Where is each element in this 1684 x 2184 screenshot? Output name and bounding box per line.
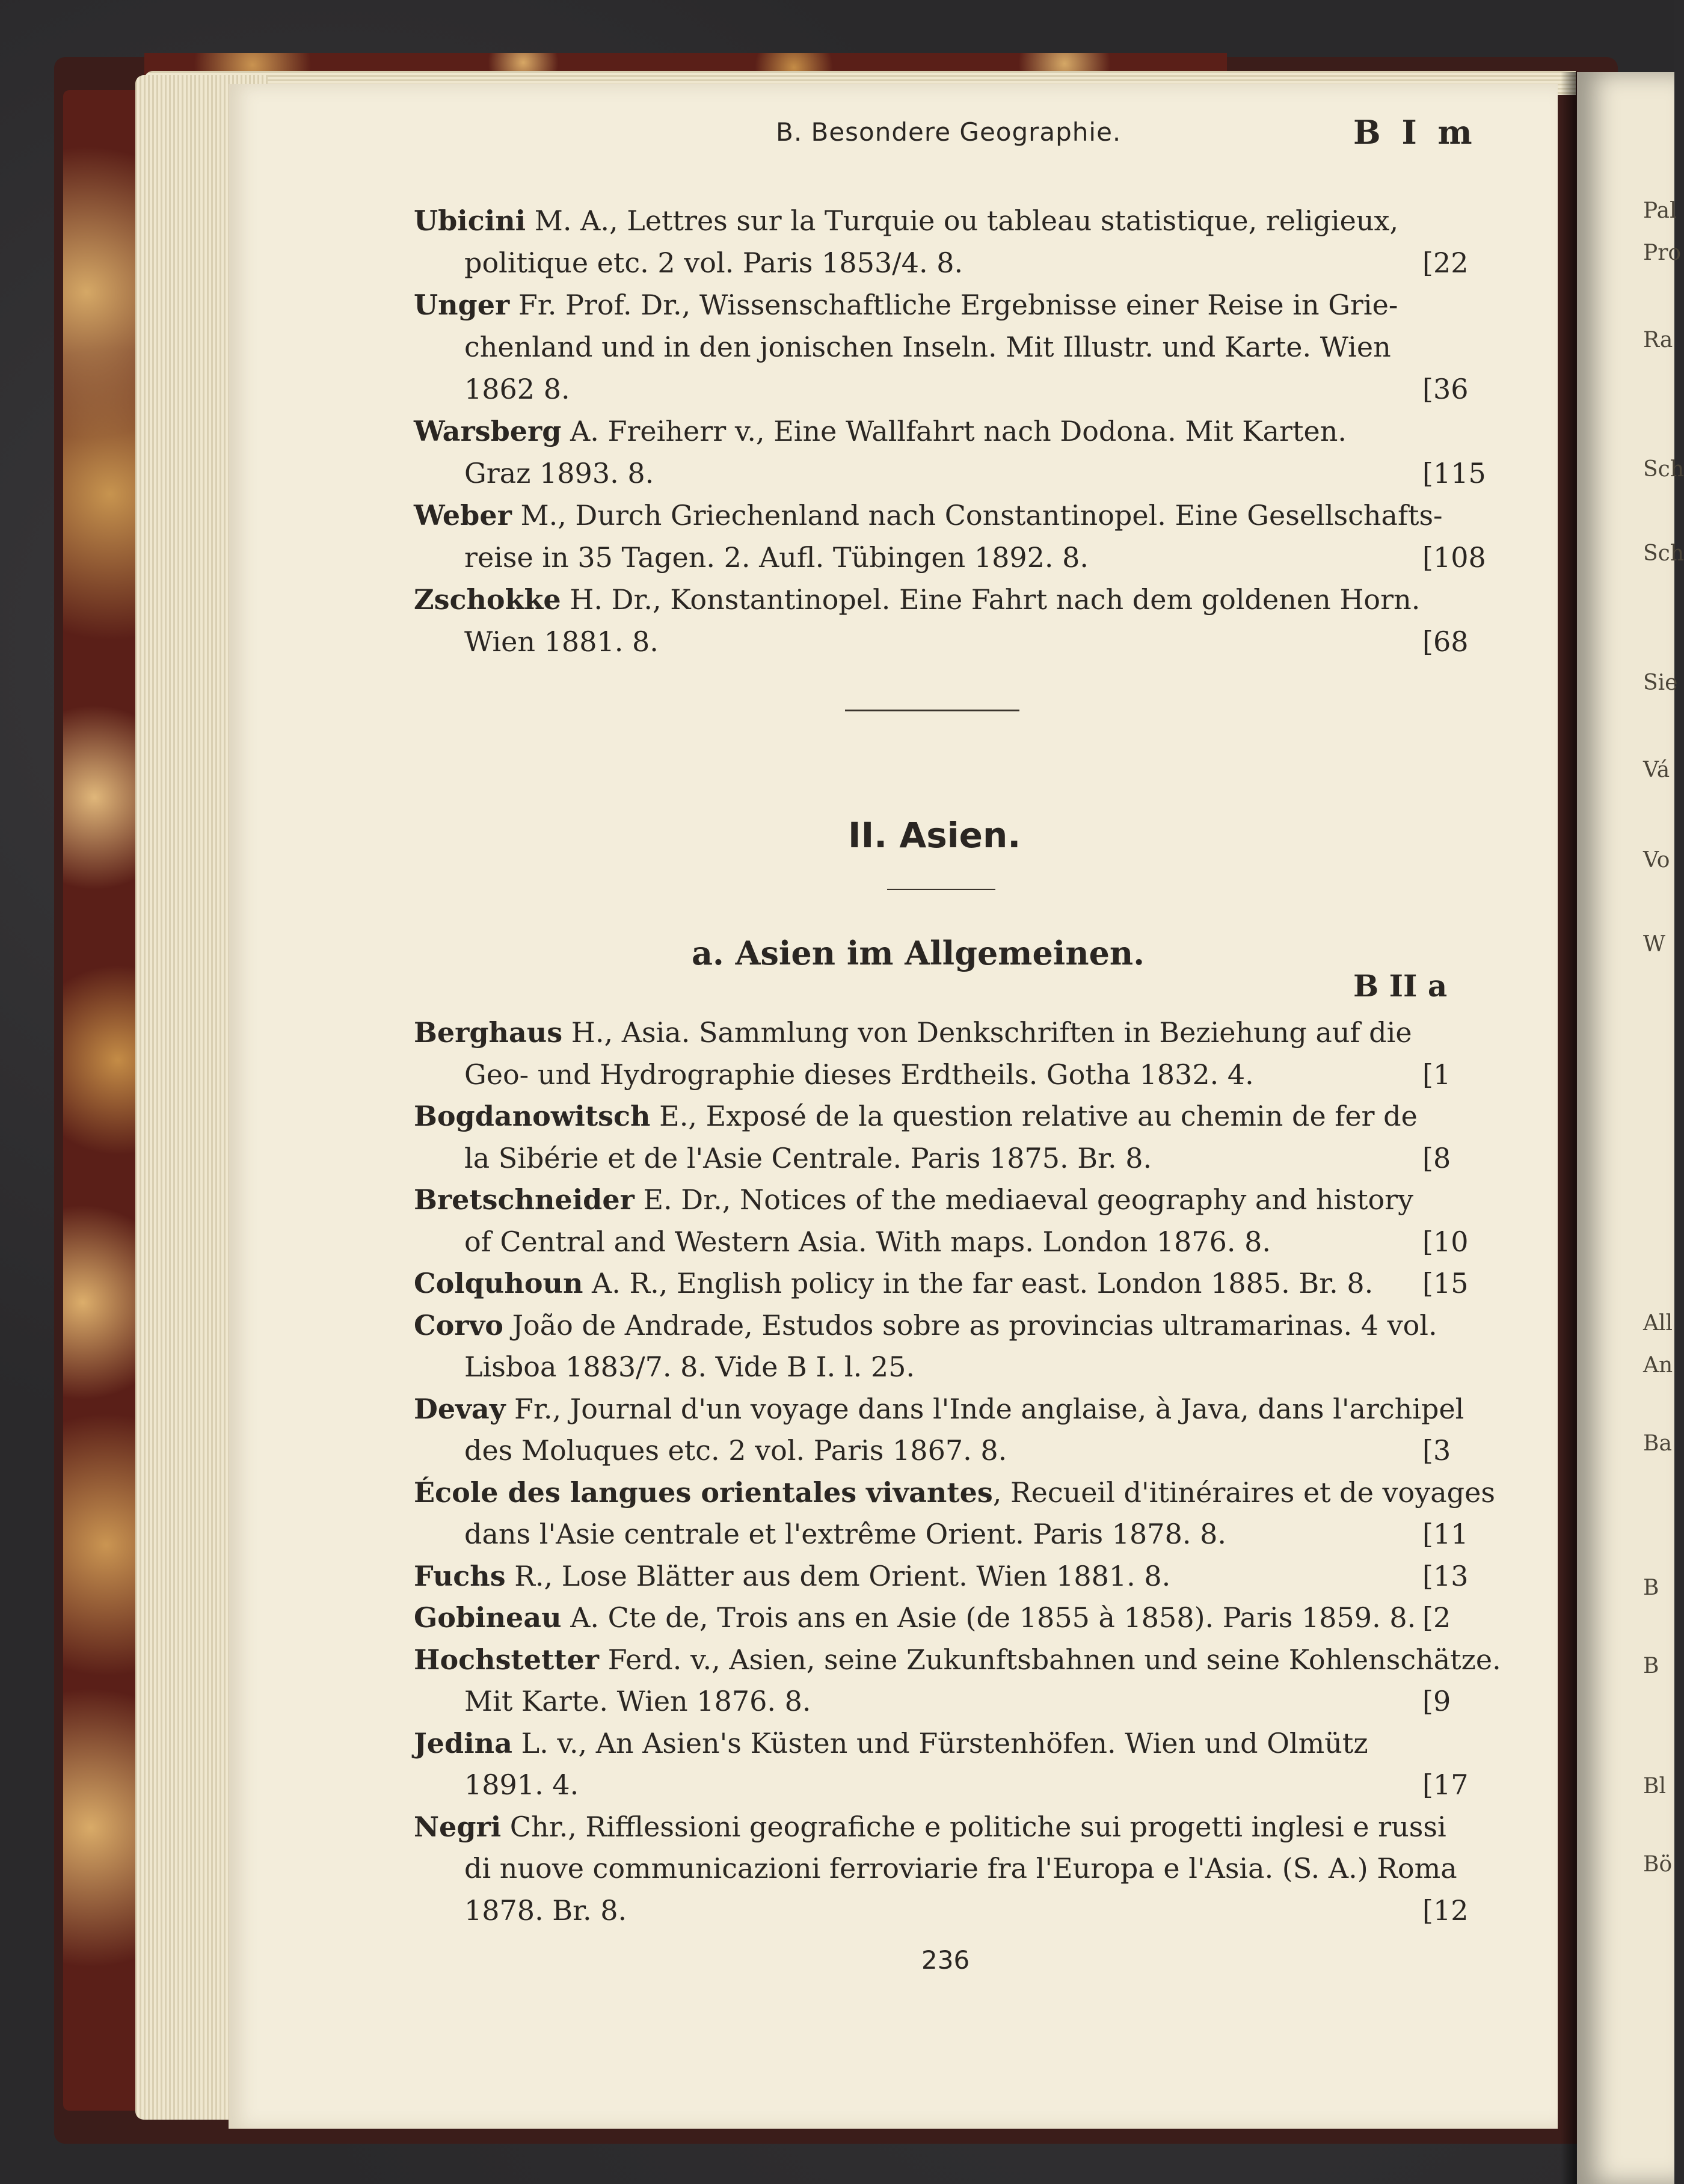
entry-number: [1 xyxy=(1422,1058,1451,1091)
entry-text: Chr., Rifflessioni geografiche e politiche sui progetti inglesi e russi xyxy=(501,1810,1446,1843)
next-page-fragment: Sch xyxy=(1643,457,1684,482)
next-page-fragment: Bö xyxy=(1643,1852,1673,1877)
page-number: 236 xyxy=(921,1945,970,1975)
entry-text: Fr. Prof. Dr., Wissenschaftliche Ergebnisse einer Reise in Grie- xyxy=(509,289,1398,321)
next-page-fragment: All xyxy=(1643,1311,1673,1336)
entry-author: Gobineau xyxy=(414,1601,562,1634)
entry-continuation: Graz 1893. 8. xyxy=(464,457,654,489)
entry-text: Fr., Journal d'un voyage dans l'Inde anglaise, à Java, dans l'archipel xyxy=(505,1392,1464,1425)
entry-author: École des langues orientales vivantes xyxy=(414,1476,993,1509)
subsection-title: a. Asien im Allgemeinen. xyxy=(692,934,1145,972)
entry-author: Hochstetter xyxy=(414,1643,600,1676)
next-page-fragment: Vo xyxy=(1643,848,1670,873)
entry-text: M., Durch Griechenland nach Constantinopel. Eine Gesellschafts- xyxy=(511,499,1443,532)
entry-continuation: Mit Karte. Wien 1876. 8. xyxy=(464,1685,811,1717)
entry-number: [115 xyxy=(1422,457,1486,489)
entry-continuation: politique etc. 2 vol. Paris 1853/4. 8. xyxy=(464,247,963,279)
entry-author: Jedina xyxy=(414,1726,512,1759)
entry-number: [11 xyxy=(1422,1518,1469,1550)
entry-continuation: Wien 1881. 8. xyxy=(464,625,659,658)
entry-line-first xyxy=(414,1559,1469,1592)
entry-line-first xyxy=(414,1183,1466,1216)
entry-line-first xyxy=(414,1100,1466,1132)
entry-author: Berghaus xyxy=(414,1016,563,1049)
entry-number: [108 xyxy=(1422,541,1486,574)
entry-number: [13 xyxy=(1422,1559,1469,1592)
entry-number: [17 xyxy=(1422,1768,1469,1801)
entry-number: [36 xyxy=(1422,373,1469,405)
entry-continuation: of Central and Western Asia. With maps. London 1876. 8. xyxy=(464,1225,1271,1258)
entry-author: Ubicini xyxy=(414,204,526,237)
entry-number: [10 xyxy=(1422,1225,1469,1258)
entry-text: A. R., English policy in the far east. London 1885. Br. 8. xyxy=(583,1267,1374,1299)
entry-author: Unger xyxy=(414,289,510,321)
entry-author: Corvo xyxy=(414,1308,503,1342)
entry-text: L. v., An Asien's Küsten und Fürstenhöfen. Wien und Olmütz xyxy=(512,1726,1368,1759)
entry-continuation: 1878. Br. 8. xyxy=(464,1894,627,1927)
entry-line-first xyxy=(414,1016,1466,1049)
entry-author: Devay xyxy=(414,1392,506,1425)
divider-rule xyxy=(845,710,1019,711)
entry-number: [2 xyxy=(1422,1601,1451,1634)
section-title: II. Asien. xyxy=(848,815,1021,856)
entry-number: [15 xyxy=(1422,1267,1469,1299)
next-page-fragment: An xyxy=(1643,1353,1673,1378)
entry-number: [12 xyxy=(1422,1894,1469,1927)
entry-line-first xyxy=(414,1476,1495,1509)
entry-text: Ferd. v., Asien, seine Zukunftsbahnen und seine Kohlenschätze. xyxy=(599,1643,1501,1676)
entry-author: Bogdanowitsch xyxy=(414,1100,651,1132)
next-page-fragment: Bl xyxy=(1643,1774,1666,1799)
entry-line-first xyxy=(414,499,1466,532)
entry-line-first xyxy=(414,583,1466,616)
entry-continuation: 1862 8. xyxy=(464,373,570,405)
entry-line-first xyxy=(414,1643,1501,1676)
entry-number: [8 xyxy=(1422,1141,1451,1174)
entry-number: [22 xyxy=(1422,247,1469,279)
entry-number: [9 xyxy=(1422,1685,1451,1717)
entry-text: , Recueil d'itinéraires et de voyages xyxy=(992,1476,1495,1509)
entry-author: Bretschneider xyxy=(414,1183,635,1216)
next-page-fragment: Vá xyxy=(1643,758,1670,782)
entry-continuation: Geo- und Hydrographie dieses Erdtheils. Gotha 1832. 4. xyxy=(464,1058,1254,1091)
entry-text: H., Asia. Sammlung von Denkschriften in Beziehung auf die xyxy=(562,1016,1412,1049)
entry-text: A. Cte de, Trois ans en Asie (de 1855 à 1858). Paris 1859. 8. xyxy=(561,1601,1416,1634)
entry-line-first xyxy=(414,1309,1466,1342)
entry-text: João de Andrade, Estudos sobre as provincias ultramarinas. 4 vol. xyxy=(503,1308,1437,1342)
entry-continuation: Lisboa 1883/7. 8. Vide B I. l. 25. xyxy=(464,1351,915,1383)
entry-line-first xyxy=(414,1727,1466,1759)
entry-text: R., Lose Blätter aus dem Orient. Wien 1881. 8. xyxy=(505,1559,1171,1592)
entry-author: Colquhoun xyxy=(414,1267,583,1299)
entry-author: Warsberg xyxy=(414,415,562,447)
next-page-fragment: W xyxy=(1643,932,1666,957)
entry-text: A. Freiherr v., Eine Wallfahrt nach Dodona. Mit Karten. xyxy=(561,415,1347,447)
entry-text: E. Dr., Notices of the mediaeval geography and history xyxy=(634,1183,1414,1216)
divider-rule-small xyxy=(887,889,995,890)
subsection-signature: B II a xyxy=(1353,968,1448,1004)
entry-text: M. A., Lettres sur la Turquie ou tableau statistique, religieux, xyxy=(526,204,1399,237)
next-page-fragment: Sch xyxy=(1643,541,1684,566)
entry-author: Fuchs xyxy=(414,1559,506,1592)
next-page-fragment: Pal xyxy=(1643,198,1677,223)
next-page-fragment: Pro xyxy=(1643,241,1682,265)
entry-text: E., Exposé de la question relative au chemin de fer de xyxy=(650,1100,1418,1132)
next-page-fragment: Sie xyxy=(1643,670,1678,695)
entry-line-first xyxy=(414,1393,1466,1425)
marbled-edge xyxy=(63,90,141,2111)
next-page-fragment: B xyxy=(1643,1654,1659,1678)
entry-line-first xyxy=(414,1601,1466,1634)
entry-line-first xyxy=(414,289,1466,321)
entry-continuation: di nuove communicazioni ferroviarie fra l'Europa e l'Asia. (S. A.) Roma xyxy=(464,1852,1457,1885)
entry-continuation: la Sibérie et de l'Asie Centrale. Paris 1875. Br. 8. xyxy=(464,1141,1152,1174)
entry-continuation: chenland und in den jonischen Inseln. Mit Illustr. und Karte. Wien xyxy=(464,331,1391,363)
entry-author: Negri xyxy=(414,1810,502,1843)
entry-continuation: dans l'Asie centrale et l'extrême Orient. Paris 1878. 8. xyxy=(464,1518,1226,1550)
entry-line-first xyxy=(414,204,1466,237)
entry-line-first xyxy=(414,1267,1469,1299)
entry-text: H. Dr., Konstantinopel. Eine Fahrt nach dem goldenen Horn. xyxy=(561,583,1421,616)
next-page-fragment: Ba xyxy=(1643,1431,1672,1456)
running-header: B. Besondere Geographie. xyxy=(776,117,1122,147)
entry-author: Weber xyxy=(414,499,512,532)
entry-number: [68 xyxy=(1422,625,1469,658)
entry-line-first xyxy=(414,415,1466,447)
next-page-fragment: Ra xyxy=(1643,328,1673,352)
section-signature: B I m xyxy=(1353,113,1477,152)
entry-number: [3 xyxy=(1422,1434,1451,1467)
entry-author: Zschokke xyxy=(414,583,561,616)
entry-line-first xyxy=(414,1811,1466,1843)
entry-continuation: des Moluques etc. 2 vol. Paris 1867. 8. xyxy=(464,1434,1007,1467)
entry-continuation: reise in 35 Tagen. 2. Aufl. Tübingen 1892. 8. xyxy=(464,541,1089,574)
entry-continuation: 1891. 4. xyxy=(464,1768,579,1801)
next-page-fragment: B xyxy=(1643,1575,1659,1600)
